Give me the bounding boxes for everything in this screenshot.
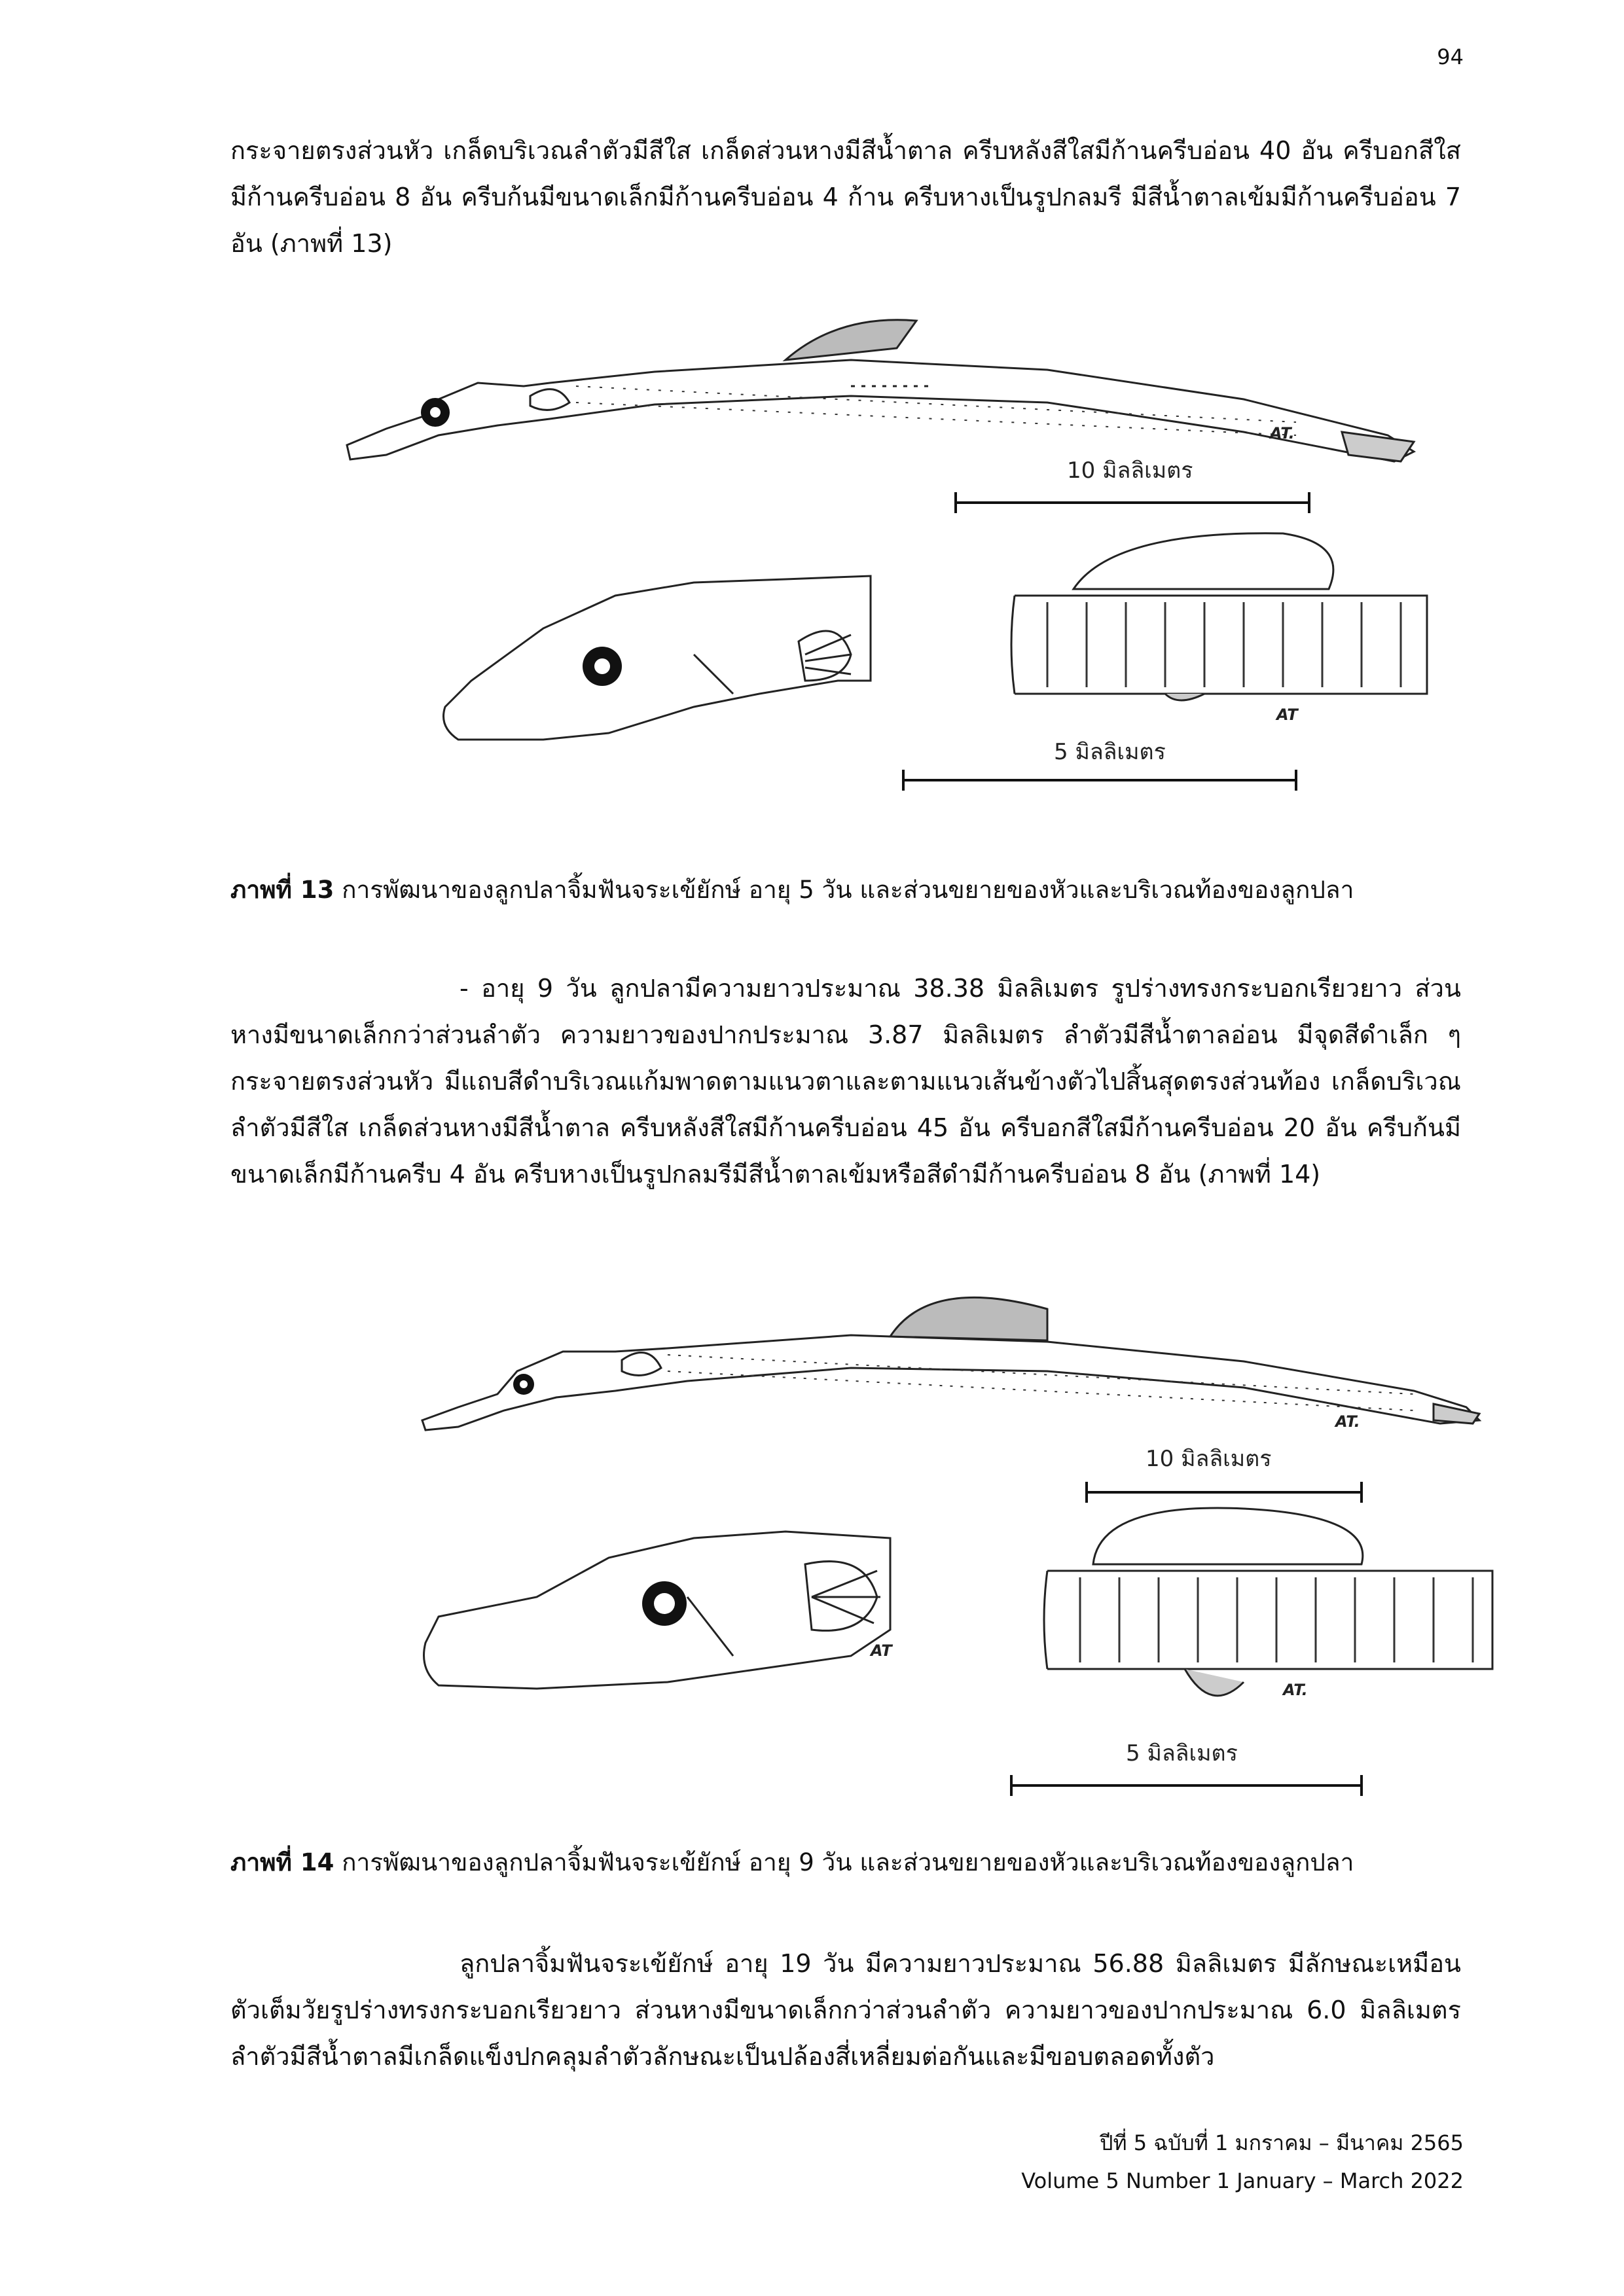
page-number: 94 [1437,45,1464,69]
footer-english-issue: Volume 5 Number 1 January – March 2022 [1021,2168,1464,2193]
figure-14-caption-text: การพัฒนาของลูกปลาจิ้มฟันจระเข้ยักษ์ อายุ 9 วัน และส่วนขยายของหัวและบริเวณท้องของลูกปลา [334,1848,1354,1876]
figure-13-caption [230,872,1507,908]
figure-14-scale-small-label: 5 มิลลิเมตร [1126,1740,1238,1767]
figure-13-scale-small-label: 5 มิลลิเมตร [1054,739,1166,765]
paragraph-age-19-days: ลูกปลาจิ้มฟันจระเข้ยักษ์ อายุ 19 วัน มีความยาวประมาณ 56.88 มิลลิเมตร มีลักษณะเหมือนตัวเต็มวัยรูปร่างทรงกระบอกเรียวยาว ส่วนหางมีขนาดเล็กกว่าส่วนลำตัว ความยาวของปากประมาณ 6.0 มิลลิเมตร ลำตัวมีสีน้ำตาลมีเกล็ดแข็งปกคลุมลำตัวลักษณะเป็นปล้องสี่เหลี่ยมต่อกันและมีขอบตลอดทั้งตัว [230,1949,1461,2071]
figure-13-artist-mark: AT. [1270,424,1295,442]
paragraph-age-9-days: - อายุ 9 วัน ลูกปลามีความยาวประมาณ 38.38 มิลลิเมตร รูปร่างทรงกระบอกเรียวยาว ส่วนหางมีขนาดเล็กกว่าส่วนลำตัว ความยาวของปากประมาณ 3.87 มิลลิเมตร ลำตัวมีสีน้ำตาลอ่อน มีจุดสีดำเล็ก ๆ กระจายตรงส่วนหัว มีแถบสีดำบริเวณแก้มพาดตามแนวตาและตามแนวเส้นข้างตัวไปสิ้นสุดตรงส่วนท้อง เกล็ดบริเวณลำตัวมีสีใส เกล็ดส่วนหางมีสีน้ำตาล ครีบหลังสีใสมีก้านครีบอ่อน 45 อัน ครีบอกสีใสมีก้านครีบอ่อน 20 อัน ครีบก้นมีขนาดเล็กมีก้านครีบ 4 อัน ครีบหางเป็นรูปกลมรีมีสีน้ำตาลเข้มหรือสีดำมีก้านครีบอ่อน 8 อัน (ภาพที่ 14) [230,974,1461,1189]
figure-13-scale-large-label: 10 มิลลิเมตร [1067,457,1193,484]
figure-13-belly-artist-mark: AT [1276,706,1298,724]
paragraph-continuation: กระจายตรงส่วนหัว เกล็ดบริเวณลำตัวมีสีใส เกล็ดส่วนหางมีสีน้ำตาล ครีบหลังสีใสมีก้านครีบอ่อน 40 อัน ครีบอกสีใสมีก้านครีบอ่อน 8 อัน ครีบก้นมีขนาดเล็กมีก้านครีบอ่อน 4 ก้าน ครีบหางเป็นรูปกลมรี มีสีน้ำตาลเข้มมีก้านครีบอ่อน 7 อัน (ภาพที่ 13) [230,136,1461,258]
figure-13-drawing [327,288,1440,844]
figure-14-drawing [393,1289,1506,1813]
figure-14 [393,1289,1506,1813]
figure-14-caption [230,1844,1507,1881]
figure-14-caption-lead: ภาพที่ 14 [230,1848,334,1876]
figure-13 [327,288,1440,844]
figure-14-scale-large-label: 10 มิลลิเมตร [1146,1446,1272,1472]
figure-14-belly-artist-mark: AT. [1283,1681,1308,1699]
journal-footer [1021,2124,1464,2200]
figure-14-artist-mark: AT. [1335,1412,1360,1431]
figure-13-caption-text: การพัฒนาของลูกปลาจิ้มฟันจระเข้ยักษ์ อายุ 5 วัน และส่วนขยายของหัวและบริเวณท้องของลูกปลา [334,876,1354,904]
figure-14-head-artist-mark: AT [871,1641,892,1660]
footer-thai-issue: ปีที่ 5 ฉบับที่ 1 มกราคม – มีนาคม 2565 [1100,2130,1464,2155]
figure-13-caption-lead: ภาพที่ 13 [230,876,334,904]
